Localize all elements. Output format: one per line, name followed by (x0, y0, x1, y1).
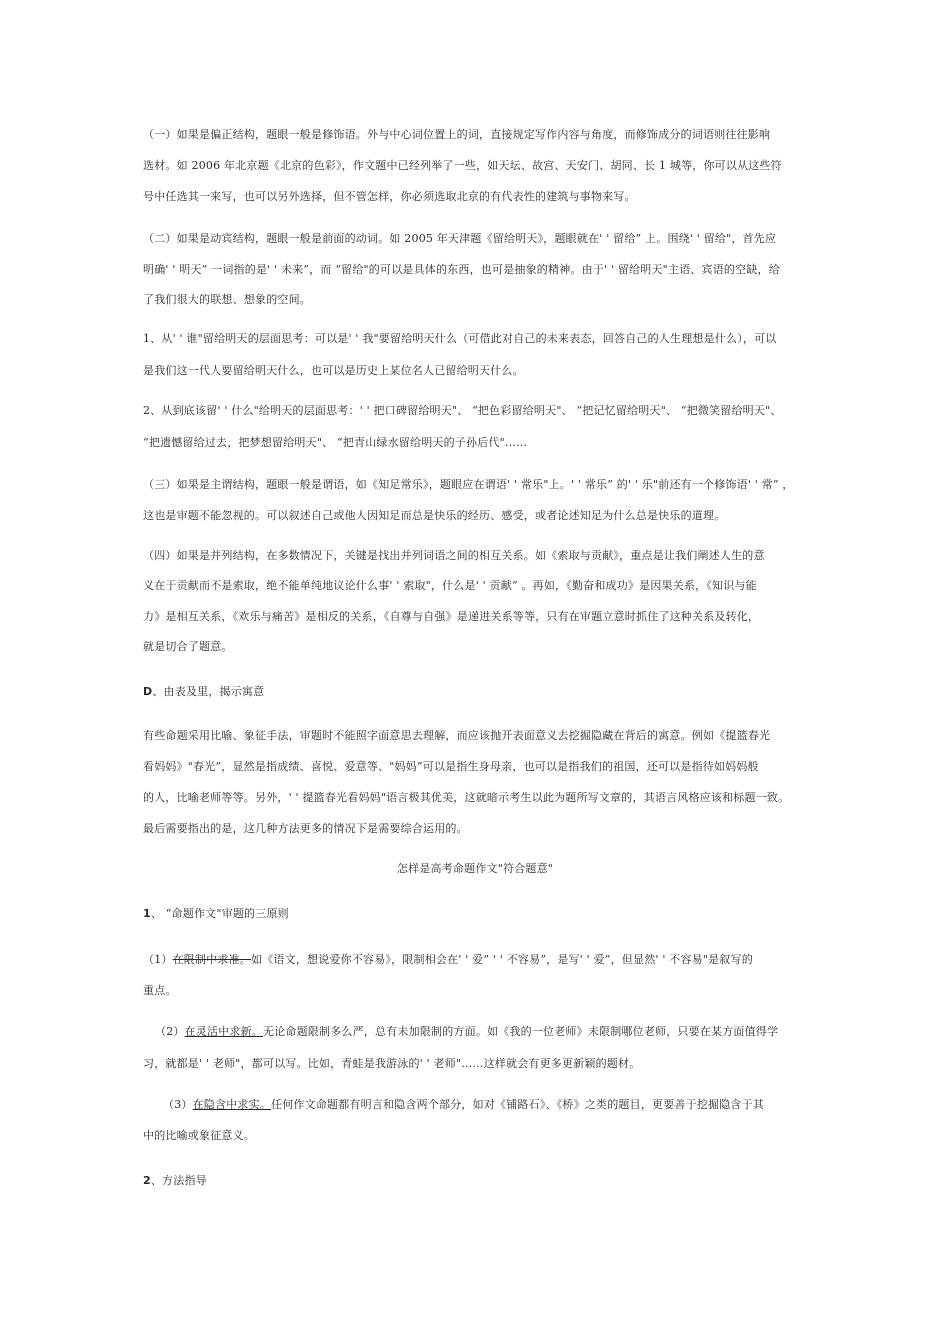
heading-letter: D (143, 685, 153, 698)
paragraph-line: 了我们很大的联想、想象的空间。 (143, 293, 311, 306)
heading-text: 、方法指导 (150, 1174, 207, 1187)
paragraph-line: （一）如果是偏正结构，题眼一般是修饰语。外与中心词位置上的词，直接规定写作内容与角度，而修饰成分的词语则往往影响 (143, 128, 771, 141)
paragraph-line: 力》是相互关系，《欢乐与痛苦》是相反的关系，《自尊与自强》是递进关系等等，只有在审题立意时抓住了这种关系及转化， (143, 610, 760, 623)
section-heading-d (143, 685, 264, 699)
paragraph-line: 是我们这一代人要留给明天什么，也可以是历史上某位名人已留给明天什么。 (143, 364, 524, 377)
heading-text: 、由表及里，揭示寓意 (152, 685, 265, 698)
heading-number: 2 (143, 1174, 151, 1187)
paragraph-line: 1、从' ' 谁"留给明天的层面思考：可以是' ' 我"要留给明天什么（可借此对自己的未来表态，回答自己的人生理想是什么），可以 (143, 332, 777, 345)
paragraph-line: （二）如果是动宾结构，题眼一般是前面的动词。如 2005 年天津题《留给明天》，题眼就在' ' 留给” 上。围绕' ' 留给"，首先应 (143, 232, 777, 245)
paragraph-line: 义在于贡献而不是索取，绝不能单纯地议论什么事' ' 索取"，什么是' ' 贡献” 。再如，《勤奋和成功》是因果关系，《知识与能 (143, 579, 757, 592)
rule-number: （3） (163, 1098, 193, 1111)
paragraph-line: 中的比喻或象征意义。 (143, 1129, 255, 1142)
centered-title: 怎样是高考命题作文"符合题意" (396, 862, 554, 875)
paragraph-line: 2、从到底该留' ' 什么"给明天的层面思考：' ' 把口碑留给明天"、 “把色彩留给明天"、 “把记忆留给明天"、 “把微笑留给明天"、 (143, 404, 782, 417)
rule-text: 无论命题限制多么严，总有未加限制的方面。如《我的一位老师》未限制哪位老师，只要在某方面值得学 (263, 1025, 779, 1038)
rule-number: （1） (143, 953, 173, 966)
paragraph-line: “把遗憾留给过去，把梦想留给明天"、 “把青山绿水留给明天的子孙后代"…… (143, 436, 528, 449)
paragraph-line: （四）如果是并列结构，在多数情况下，关键是找出并列词语之间的相互关系。如《索取与贡献》，重点是让我们阐述人生的意 (143, 549, 765, 562)
heading-number: 1 (143, 907, 151, 920)
paragraph-line: 重点。 (143, 984, 177, 997)
rule-number: （2） (155, 1025, 185, 1038)
paragraph-line: 最后需要指出的是，这几种方法更多的情况下是需要综合运用的。 (143, 822, 468, 835)
rule-2-line (155, 1025, 778, 1039)
rule-3-line (163, 1098, 764, 1112)
paragraph-line: 的人，比喻老师等等。另外，' ' 提篮春光看妈妈"语言极其优美，这就暗示考生以此为题所写文章的，其语言风格应该和标题一致。 (143, 791, 790, 804)
rule-text: 如《语文，想说爱你不容易》，限制相会在' ' 爱” ' ' 不容易”，是写' ' 爱”，但显然' ' 不容易"是叙写的 (251, 953, 753, 966)
paragraph-line: 习，就都是' ' 老师"，都可以写。比如，青蛙是我游泳的' ' 老师"……这样就会有更多更新颖的题材。 (143, 1057, 641, 1070)
rule-title: 在限制中求准。 (172, 953, 252, 966)
paragraph-line: 就是切合了题意。 (143, 640, 233, 653)
section-heading-1 (143, 907, 289, 921)
paragraph-line: 明确' ' 明天” 一词指的是' ' 未来”，而 “留给"的可以是具体的东西，也可是抽象的精神。由于' ' 留给明天"主语、宾语的空缺，给 (143, 263, 780, 276)
rule-1-line (143, 953, 753, 967)
paragraph-line: 选材。如 2006 年北京题《北京的色彩》，作文题中已经列举了一些，如天坛、故宫、天安门、胡同、长 1 城等，你可以从这些符 (143, 159, 782, 172)
rule-title: 在隐含中求实。 (192, 1098, 272, 1111)
paragraph-line: （三）如果是主谓结构，题眼一般是谓语，如《知足常乐》，题眼应在谓语' ' 常乐"上。' ' 常乐” 的' ' 乐"前还有一个修饰语' ' 常” ， (143, 478, 794, 491)
paragraph-line: 号中任选其一来写，也可以另外选择，但不管怎样，你必须选取北京的有代表性的建筑与事物来写。 (143, 190, 636, 203)
section-heading-2 (143, 1174, 207, 1188)
heading-text: 、 “命题作文"审题的三原则 (150, 907, 289, 920)
rule-text: 任何作文命题都有明言和隐含两个部分，如对《铺路石》、《桥》之类的题目，更要善于挖掘隐含于其 (271, 1098, 765, 1111)
rule-title: 在灵活中求新。 (184, 1025, 264, 1038)
paragraph-line: 有些命题采用比喻、象征手法，审题时不能照字面意思去理解，而应该抛开表面意义去挖掘隐藏在背后的寓意。例如《提篮春光 (143, 729, 771, 742)
paragraph-line: 看妈妈》"春光”，显然是指成绩、喜悦、爱意等、"妈妈”可以是指生身母亲，也可以是指我们的祖国，还可以是指待如妈妈般 (143, 760, 759, 773)
paragraph-line: 这也是审题不能忽视的。可以叙述自己或他人因知足而总是快乐的经历、感受，或者论述知足为什么总是快乐的道理。 (143, 509, 726, 522)
